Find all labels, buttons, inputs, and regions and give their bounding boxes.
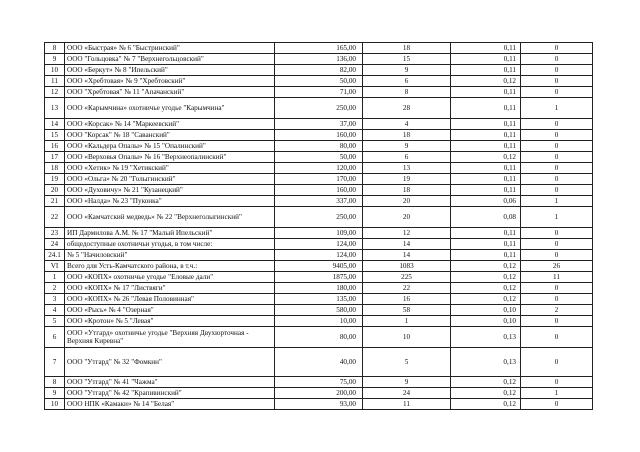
row-area: 170,00 — [275, 174, 363, 185]
row-number: 24 — [45, 239, 65, 250]
row-quota: 1 — [521, 207, 593, 228]
row-area: 50,00 — [275, 76, 363, 87]
row-count: 225 — [363, 272, 451, 283]
row-number: 12 — [45, 87, 65, 98]
row-coefficient: 0,11 — [451, 163, 521, 174]
hunting-grounds-table — [44, 42, 593, 410]
row-name: ООО «Карымчина» охотничье угодье "Карымчина" — [65, 98, 275, 119]
row-quota: 26 — [521, 261, 593, 272]
row-quota: 0 — [521, 141, 593, 152]
row-coefficient: 0,12 — [451, 76, 521, 87]
row-quota: 0 — [521, 119, 593, 130]
row-area: 165,00 — [275, 43, 363, 54]
row-area: 580,00 — [275, 305, 363, 316]
row-quota: 0 — [521, 43, 593, 54]
row-quota: 0 — [521, 316, 593, 327]
row-area: 200,00 — [275, 388, 363, 399]
row-area: 337,00 — [275, 196, 363, 207]
row-count: 22 — [363, 283, 451, 294]
row-name: ООО «Утгард» охотничье угодье "Верхняя Двухюрточная - Верхняя Киревна" — [65, 327, 275, 348]
row-area: 50,00 — [275, 152, 363, 163]
row-quota: 0 — [521, 174, 593, 185]
row-area: 135,00 — [275, 294, 363, 305]
row-coefficient: 0,11 — [451, 54, 521, 65]
row-coefficient: 0,11 — [451, 43, 521, 54]
row-area: 40,00 — [275, 348, 363, 377]
row-count: 5 — [363, 348, 451, 377]
row-name: ООО «Налда» № 23 "Пуконка" — [65, 196, 275, 207]
row-count: 28 — [363, 98, 451, 119]
row-coefficient: 0,12 — [451, 152, 521, 163]
row-area: 80,00 — [275, 327, 363, 348]
row-name: ООО НПК «Камаки» № 14 "Белая" — [65, 399, 275, 410]
row-quota: 11 — [521, 272, 593, 283]
row-count: 16 — [363, 294, 451, 305]
row-quota: 2 — [521, 305, 593, 316]
row-count: 14 — [363, 239, 451, 250]
table-row — [45, 327, 593, 348]
row-quota: 0 — [521, 130, 593, 141]
row-count: 14 — [363, 250, 451, 261]
row-number: 15 — [45, 130, 65, 141]
row-quota: 0 — [521, 87, 593, 98]
row-area: 180,00 — [275, 283, 363, 294]
row-coefficient: 0,11 — [451, 65, 521, 76]
row-area: 71,00 — [275, 87, 363, 98]
row-name: ООО «Хребтовая» № 9 "Хребтовский" — [65, 76, 275, 87]
table-row — [45, 87, 593, 98]
row-number: 4 — [45, 305, 65, 316]
row-name: ООО «Быстрая» № 6 "Быстринский" — [65, 43, 275, 54]
row-name: ООО "Утгард" № 42 "Крапивинский" — [65, 388, 275, 399]
row-count: 12 — [363, 228, 451, 239]
row-name: ООО «КОПХ» № 17 "Листвяги" — [65, 283, 275, 294]
row-number: 11 — [45, 76, 65, 87]
row-name: ООО "Утгард" № 32 "Фомкин" — [65, 348, 275, 377]
row-count: 4 — [363, 119, 451, 130]
table-row — [45, 130, 593, 141]
row-count: 9 — [363, 65, 451, 76]
table-row — [45, 261, 593, 272]
row-coefficient: 0,12 — [451, 399, 521, 410]
row-quota: 0 — [521, 294, 593, 305]
row-name: ООО «Ольга» № 20 "Голыгинский" — [65, 174, 275, 185]
table-row — [45, 119, 593, 130]
row-quota: 0 — [521, 228, 593, 239]
row-coefficient: 0,10 — [451, 316, 521, 327]
table-row — [45, 239, 593, 250]
table-row — [45, 283, 593, 294]
row-name: ООО «Кальдера Опалы» № 15 "Опалинский" — [65, 141, 275, 152]
row-area: 82,00 — [275, 65, 363, 76]
table-row — [45, 316, 593, 327]
table-row — [45, 228, 593, 239]
table-row — [45, 152, 593, 163]
row-number: 24.1 — [45, 250, 65, 261]
row-coefficient: 0,13 — [451, 348, 521, 377]
row-name: ООО «Беркут» № 8 "Ипельский" — [65, 65, 275, 76]
row-name: ООО «Духовичу» № 21 "Кузанецкий" — [65, 185, 275, 196]
table-row — [45, 98, 593, 119]
row-number: 21 — [45, 196, 65, 207]
row-name: ООО "Утгард" № 41 "Чажма" — [65, 377, 275, 388]
row-coefficient: 0,12 — [451, 261, 521, 272]
row-count: 9 — [363, 377, 451, 388]
row-number: 1 — [45, 272, 65, 283]
row-number: 7 — [45, 348, 65, 377]
row-count: 15 — [363, 54, 451, 65]
row-name: ООО «Камчатский медведь» № 22 "Верхнеголыгинский" — [65, 207, 275, 228]
table-row — [45, 388, 593, 399]
row-name: ООО «Кротон» № 5 "Левая" — [65, 316, 275, 327]
row-coefficient: 0,08 — [451, 207, 521, 228]
table-body — [45, 43, 593, 410]
row-quota: 1 — [521, 196, 593, 207]
row-name: № 5 "Начиловский" — [65, 250, 275, 261]
row-count: 9 — [363, 141, 451, 152]
row-area: 124,00 — [275, 239, 363, 250]
row-quota: 0 — [521, 65, 593, 76]
row-count: 8 — [363, 87, 451, 98]
table-row — [45, 348, 593, 377]
table-row — [45, 250, 593, 261]
row-coefficient: 0,11 — [451, 130, 521, 141]
row-area: 109,00 — [275, 228, 363, 239]
row-area: 37,00 — [275, 119, 363, 130]
row-quota: 0 — [521, 185, 593, 196]
row-number: 8 — [45, 377, 65, 388]
row-name: ООО "Корсак" № 18 "Саванский" — [65, 130, 275, 141]
row-area: 124,00 — [275, 250, 363, 261]
row-quota: 0 — [521, 54, 593, 65]
row-name: ООО «Корсак» № 14 "Маркеевский" — [65, 119, 275, 130]
row-number: 2 — [45, 283, 65, 294]
row-count: 58 — [363, 305, 451, 316]
row-count: 20 — [363, 196, 451, 207]
row-coefficient: 0,11 — [451, 98, 521, 119]
row-quota: 0 — [521, 76, 593, 87]
row-number: 16 — [45, 141, 65, 152]
row-coefficient: 0,06 — [451, 196, 521, 207]
row-number: 19 — [45, 174, 65, 185]
row-coefficient: 0,12 — [451, 294, 521, 305]
row-name: ООО «Хетик» № 19 "Хетикский" — [65, 163, 275, 174]
table-row — [45, 196, 593, 207]
row-coefficient: 0,12 — [451, 388, 521, 399]
row-count: 24 — [363, 388, 451, 399]
row-name: ООО «КОПХ» № 26 "Левая Половинная" — [65, 294, 275, 305]
row-number: 14 — [45, 119, 65, 130]
row-area: 10,00 — [275, 316, 363, 327]
row-count: 11 — [363, 399, 451, 410]
row-quota: 1 — [521, 98, 593, 119]
row-number: 6 — [45, 327, 65, 348]
table-row — [45, 43, 593, 54]
row-quota: 0 — [521, 348, 593, 377]
row-area: 136,00 — [275, 54, 363, 65]
table-row — [45, 399, 593, 410]
row-count: 6 — [363, 76, 451, 87]
row-quota: 0 — [521, 163, 593, 174]
row-quota: 0 — [521, 327, 593, 348]
row-quota: 0 — [521, 250, 593, 261]
row-quota: 1 — [521, 388, 593, 399]
row-quota: 0 — [521, 399, 593, 410]
table-row — [45, 305, 593, 316]
row-coefficient: 0,12 — [451, 272, 521, 283]
row-number: 9 — [45, 388, 65, 399]
row-area: 75,00 — [275, 377, 363, 388]
row-number: 17 — [45, 152, 65, 163]
row-coefficient: 0,11 — [451, 119, 521, 130]
row-name: ООО «КОПХ» охотничье угодье "Еловые дали" — [65, 272, 275, 283]
table-row — [45, 174, 593, 185]
row-name: общедоступные охотничьи угодья, в том числе: — [65, 239, 275, 250]
row-count: 18 — [363, 43, 451, 54]
row-number: VI — [45, 261, 65, 272]
row-number: 20 — [45, 185, 65, 196]
row-area: 250,00 — [275, 98, 363, 119]
row-area: 9405,00 — [275, 261, 363, 272]
row-number: 8 — [45, 43, 65, 54]
table-row — [45, 294, 593, 305]
row-coefficient: 0,12 — [451, 283, 521, 294]
row-number: 23 — [45, 228, 65, 239]
row-number: 3 — [45, 294, 65, 305]
row-coefficient: 0,13 — [451, 327, 521, 348]
row-name: ООО «Рысь» № 4 "Озерная" — [65, 305, 275, 316]
row-quota: 0 — [521, 239, 593, 250]
row-count: 10 — [363, 327, 451, 348]
row-quota: 0 — [521, 283, 593, 294]
row-count: 18 — [363, 130, 451, 141]
row-area: 120,00 — [275, 163, 363, 174]
table-row — [45, 76, 593, 87]
row-area: 1875,00 — [275, 272, 363, 283]
row-count: 1083 — [363, 261, 451, 272]
table-row — [45, 65, 593, 76]
row-coefficient: 0,11 — [451, 141, 521, 152]
row-coefficient: 0,11 — [451, 185, 521, 196]
row-number: 10 — [45, 65, 65, 76]
table-row — [45, 207, 593, 228]
row-area: 80,00 — [275, 141, 363, 152]
row-coefficient: 0,10 — [451, 305, 521, 316]
row-area: 250,00 — [275, 207, 363, 228]
row-coefficient: 0,11 — [451, 239, 521, 250]
row-area: 93,00 — [275, 399, 363, 410]
row-count: 6 — [363, 152, 451, 163]
row-quota: 0 — [521, 152, 593, 163]
row-count: 1 — [363, 316, 451, 327]
row-name: ООО "Хребтовая" № 11 "Апачанский" — [65, 87, 275, 98]
row-quota: 0 — [521, 377, 593, 388]
row-number: 18 — [45, 163, 65, 174]
row-coefficient: 0,11 — [451, 174, 521, 185]
table-row — [45, 185, 593, 196]
row-name: ООО "Гольцовка" № 7 "Верхнегольцовский" — [65, 54, 275, 65]
row-number: 9 — [45, 54, 65, 65]
table-row — [45, 272, 593, 283]
row-coefficient: 0,11 — [451, 250, 521, 261]
row-name: ИП Дармилова А.М. № 17 "Малый Ипельский" — [65, 228, 275, 239]
row-number: 13 — [45, 98, 65, 119]
row-name: ООО «Верховья Опалы» № 16 "Верхнеопалинский" — [65, 152, 275, 163]
row-coefficient: 0,11 — [451, 87, 521, 98]
table-row — [45, 141, 593, 152]
row-number: 22 — [45, 207, 65, 228]
row-coefficient: 0,11 — [451, 228, 521, 239]
row-count: 13 — [363, 163, 451, 174]
row-number: 5 — [45, 316, 65, 327]
row-area: 160,00 — [275, 185, 363, 196]
table-row — [45, 54, 593, 65]
table-row — [45, 163, 593, 174]
row-coefficient: 0,12 — [451, 377, 521, 388]
table-row — [45, 377, 593, 388]
row-area: 160,00 — [275, 130, 363, 141]
row-name: Всего для Усть-Камчатского района, в т.ч.: — [65, 261, 275, 272]
row-count: 20 — [363, 207, 451, 228]
row-number: 10 — [45, 399, 65, 410]
row-count: 18 — [363, 185, 451, 196]
row-count: 19 — [363, 174, 451, 185]
